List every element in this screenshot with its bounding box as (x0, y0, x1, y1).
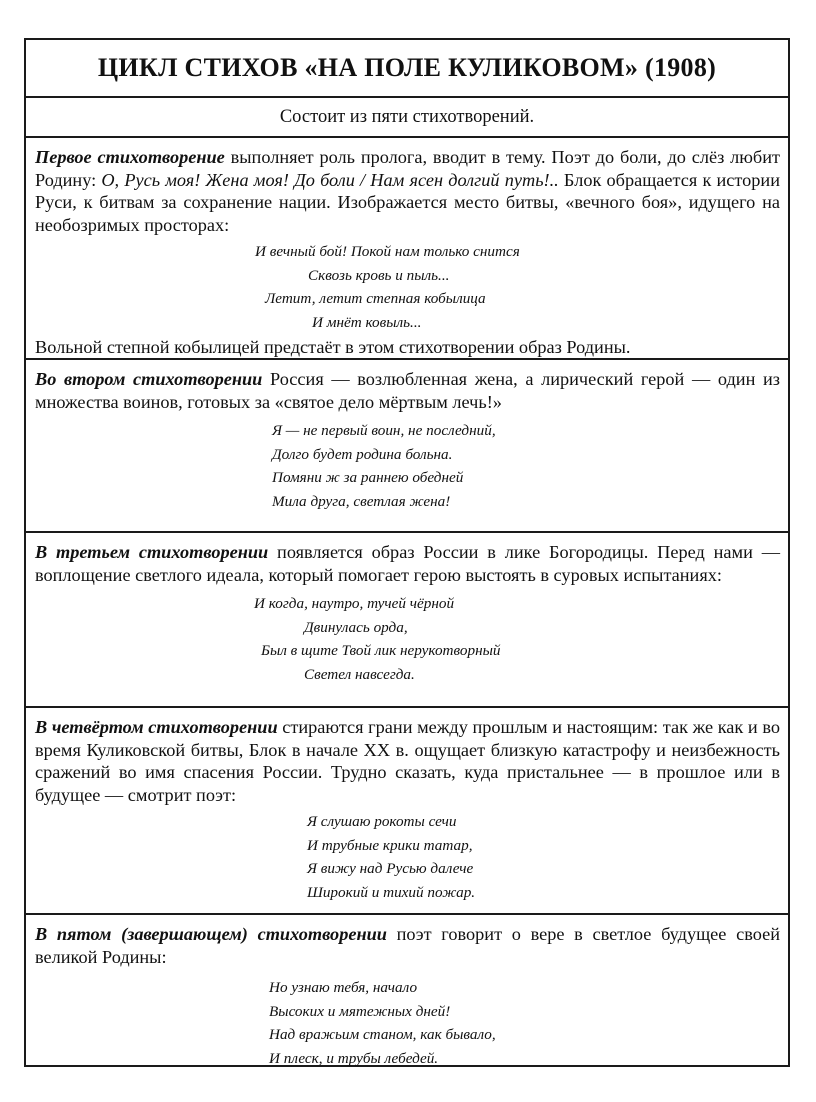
poem-line: Светел навсегда. (304, 665, 415, 683)
poem-line: Я вижу над Русью далече (307, 860, 474, 878)
poem-line: Я слушаю рокоты сечи (307, 813, 457, 831)
section-text: поэт говорит о вере в светлое будущее своей великой Родины: (35, 924, 780, 967)
poem-excerpt (35, 976, 780, 1070)
section-closing: Вольной степной кобылицей предстаёт в этом стихотворении образ Родины. (35, 337, 631, 358)
poem-line: Долго будет родина больна. (272, 445, 453, 463)
section-lead: Первое стихотворение (35, 147, 225, 167)
section-description (35, 923, 780, 968)
section-lead: Во втором стихотворении (35, 369, 263, 389)
table-subtitle: Состоит из пяти стихотворений. (26, 98, 788, 138)
poem-line: И вечный бой! Покой нам только снится (255, 243, 520, 261)
poem-line: Я — не первый воин, не последний, (272, 422, 496, 440)
section-first-poem (26, 138, 788, 360)
poem-line: Был в щите Твой лик нерукотворный (261, 642, 501, 660)
poem-line: И когда, наутро, тучей чёрной (254, 595, 455, 613)
poem-line: И мнёт ковыль... (312, 313, 422, 331)
poem-excerpt (35, 592, 780, 686)
table-title: ЦИКЛ СТИХОВ «НА ПОЛЕ КУЛИКОВОМ» (1908) (26, 40, 788, 98)
section-text: стираются грани между прошлым и настоящим: так же как и во время Куликовской битвы, Блок в начале XX в. ощущает близкую катастрофу и неизбежность сражений во имя спасения России. Трудно сказать, куда пристальнее — в прошлое или в будущее — смотрит поэт: (35, 717, 780, 805)
inline-quote: О, Русь моя! Жена моя! До боли / Нам ясен долгий путь!.. (101, 169, 559, 190)
poem-excerpt (35, 240, 780, 334)
poem-line: Широкий и тихий пожар. (307, 883, 476, 901)
section-lead: В четвёртом стихотворении (35, 717, 278, 737)
section-text: Россия — возлюбленная жена, а лирический герой — один из множества воинов, готовых за «святое дело мёртвым лечь!» (35, 369, 780, 412)
poem-cycle-table (24, 38, 790, 1067)
section-lead: В третьем стихотворении (35, 542, 269, 562)
section-text: выполняет роль пролога, вводит в тему. Поэт до боли, до слёз любит Родину: (35, 147, 780, 190)
section-description (35, 146, 780, 236)
poem-line: Мила друга, светлая жена! (272, 492, 451, 510)
section-description (35, 716, 780, 806)
section-fifth-poem (26, 915, 788, 1065)
poem-line: И плеск, и трубы лебедей. (269, 1049, 439, 1067)
section-lead: В пятом (завершающем) стихотворении (35, 924, 387, 944)
poem-line: Высоких и мятежных дней! (269, 1002, 451, 1020)
poem-line: Но узнаю тебя, начало (269, 979, 418, 997)
section-description (35, 368, 780, 413)
poem-line: Сквозь кровь и пыль... (308, 266, 450, 284)
section-description (35, 541, 780, 586)
poem-line: Летит, летит степная кобылица (265, 290, 486, 308)
section-text-after: Блок обращается к истории Руси, к битвам за сохранение нации. Изображается место битвы, «вечного боя», идущего на необозримых просторах: (35, 169, 781, 235)
poem-line: Над вражьим станом, как бывало, (269, 1026, 496, 1044)
poem-excerpt (35, 419, 780, 513)
poem-excerpt (35, 810, 780, 904)
poem-line: Помяни ж за раннею обедней (272, 469, 464, 487)
poem-line: Двинулась орда, (304, 618, 408, 636)
section-second-poem (26, 360, 788, 533)
section-third-poem (26, 533, 788, 708)
poem-line: И трубные крики татар, (307, 836, 473, 854)
section-text: появляется образ России в лике Богородицы. Перед нами — воплощение светлого идеала, который помогает герою выстоять в суровых испытаниях: (35, 542, 780, 585)
section-fourth-poem (26, 708, 788, 915)
